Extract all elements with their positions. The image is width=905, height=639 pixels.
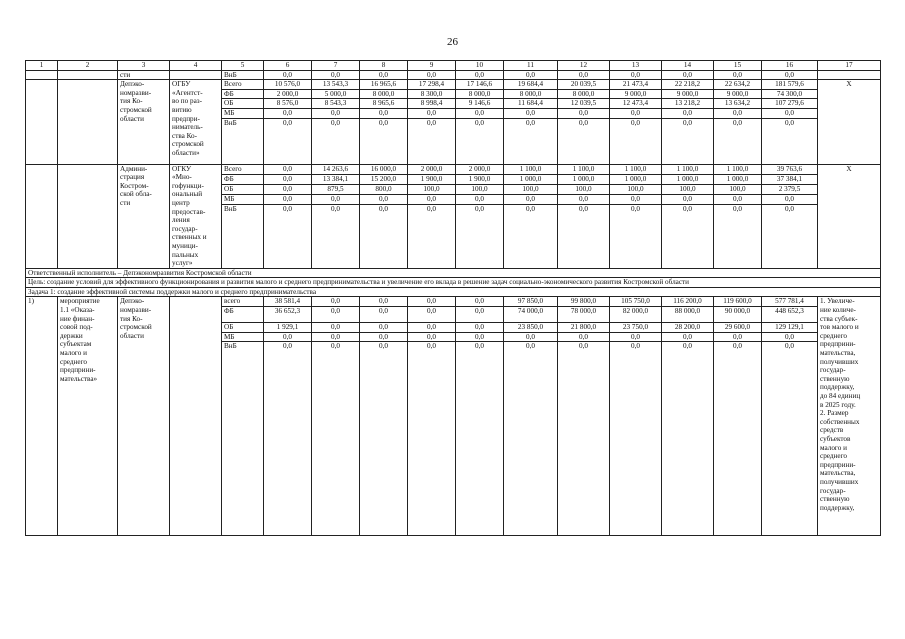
amount-cell: 448 652,3 xyxy=(762,307,818,323)
amount-cell: 0,0 xyxy=(456,332,504,342)
block-a-row xyxy=(26,80,881,90)
amount-cell: 1 100,0 xyxy=(558,164,610,174)
column-number: 15 xyxy=(714,61,762,71)
amount-cell: 2 000,0 xyxy=(408,164,456,174)
amount-cell: 0,0 xyxy=(264,108,312,118)
amount-cell: 0,0 xyxy=(662,332,714,342)
amount-cell: 8 000,0 xyxy=(558,89,610,99)
amount-cell: 28 200,0 xyxy=(662,323,714,333)
task-text: Задача 1: создание эффективной системы поддержки малого и среднего предпринимательства xyxy=(26,287,881,297)
column-number: 14 xyxy=(662,61,714,71)
cell-empty xyxy=(170,70,222,80)
amount-cell: 0,0 xyxy=(558,194,610,204)
funding-source: ВнБ xyxy=(222,342,264,536)
amount-cell: 29 600,0 xyxy=(714,323,762,333)
executor-name: Админи- страция Костром- ской обла- сти xyxy=(118,164,170,268)
column-number: 9 xyxy=(408,61,456,71)
amount-cell: 0,0 xyxy=(456,108,504,118)
amount-cell: 0,0 xyxy=(264,174,312,184)
amount-cell: 1 000,0 xyxy=(714,174,762,184)
amount-cell: 22 634,2 xyxy=(714,80,762,90)
amount-cell: 0,0 xyxy=(456,323,504,333)
cell-empty xyxy=(58,164,118,268)
funding-source: МБ xyxy=(222,194,264,204)
funding-source: ВнБ xyxy=(222,204,264,268)
amount-cell: 82 000,0 xyxy=(610,307,662,323)
amount-cell: 0,0 xyxy=(360,307,408,323)
responsible-text: Ответственный исполнитель – Депэкономразвития Костромской области xyxy=(26,268,881,278)
amount-cell: 0,0 xyxy=(504,332,558,342)
amount-cell: 0,0 xyxy=(714,332,762,342)
amount-cell: 0,0 xyxy=(662,194,714,204)
amount-cell: 88 000,0 xyxy=(662,307,714,323)
amount-cell: 100,0 xyxy=(662,184,714,194)
amount-cell: 74 300,0 xyxy=(762,89,818,99)
amount-cell: 0,0 xyxy=(558,70,610,80)
amount-cell: 100,0 xyxy=(408,184,456,194)
amount-cell: 0,0 xyxy=(762,194,818,204)
amount-cell: 19 684,4 xyxy=(504,80,558,90)
amount-cell: 0,0 xyxy=(456,70,504,80)
funding-source: ОБ xyxy=(222,99,264,109)
column-number: 13 xyxy=(610,61,662,71)
amount-cell: 0,0 xyxy=(662,204,714,268)
amount-cell: 0,0 xyxy=(762,70,818,80)
amount-cell: 100,0 xyxy=(610,184,662,194)
column-number: 3 xyxy=(118,61,170,71)
amount-cell: 0,0 xyxy=(360,70,408,80)
amount-cell: 0,0 xyxy=(662,118,714,164)
amount-cell: 97 850,0 xyxy=(504,297,558,307)
amount-cell: 8 300,0 xyxy=(408,89,456,99)
amount-cell: 0,0 xyxy=(264,164,312,174)
amount-cell: 0,0 xyxy=(504,342,558,536)
amount-cell: 0,0 xyxy=(504,118,558,164)
amount-cell: 0,0 xyxy=(714,108,762,118)
cell-empty xyxy=(818,70,881,80)
column-number: 10 xyxy=(456,61,504,71)
amount-cell: 0,0 xyxy=(558,204,610,268)
amount-cell: 74 000,0 xyxy=(504,307,558,323)
amount-cell: 0,0 xyxy=(558,332,610,342)
amount-cell: 0,0 xyxy=(714,70,762,80)
cell-empty xyxy=(58,70,118,80)
amount-cell: 0,0 xyxy=(714,342,762,536)
amount-cell: 13 384,1 xyxy=(312,174,360,184)
amount-cell: 15 200,0 xyxy=(360,174,408,184)
amount-cell: 0,0 xyxy=(762,108,818,118)
amount-cell: 13 634,2 xyxy=(714,99,762,109)
amount-cell: 0,0 xyxy=(504,108,558,118)
amount-cell: 22 218,2 xyxy=(662,80,714,90)
amount-cell: 0,0 xyxy=(610,342,662,536)
amount-cell: 0,0 xyxy=(456,204,504,268)
amount-cell: 100,0 xyxy=(504,184,558,194)
amount-cell: 0,0 xyxy=(610,194,662,204)
amount-cell: 8 000,0 xyxy=(456,89,504,99)
amount-cell: 0,0 xyxy=(360,204,408,268)
executor-continuation: сти xyxy=(118,70,170,80)
amount-cell: 0,0 xyxy=(264,184,312,194)
amount-cell: 1 000,0 xyxy=(504,174,558,184)
header-row xyxy=(26,61,881,71)
amount-cell: 105 750,0 xyxy=(610,297,662,307)
amount-cell: 0,0 xyxy=(408,297,456,307)
result-cell: Х xyxy=(818,80,881,164)
amount-cell: 0,0 xyxy=(558,108,610,118)
block-c-row xyxy=(26,297,881,307)
executor-name: Депэко- номразви- тия Ко- стромской области xyxy=(118,297,170,536)
amount-cell: 0,0 xyxy=(360,108,408,118)
amount-cell: 0,0 xyxy=(264,194,312,204)
amount-cell: 0,0 xyxy=(264,204,312,268)
amount-cell: 0,0 xyxy=(312,108,360,118)
amount-cell: 9 146,6 xyxy=(456,99,504,109)
block-b-row xyxy=(26,164,881,174)
amount-cell: 9 000,0 xyxy=(610,89,662,99)
amount-cell: 0,0 xyxy=(408,194,456,204)
column-number: 8 xyxy=(360,61,408,71)
funding-source: ОБ xyxy=(222,323,264,333)
amount-cell: 116 200,0 xyxy=(662,297,714,307)
amount-cell: 0,0 xyxy=(714,204,762,268)
amount-cell: 0,0 xyxy=(264,70,312,80)
amount-cell: 0,0 xyxy=(456,307,504,323)
funding-source: ВнБ xyxy=(222,70,264,80)
amount-cell: 38 581,4 xyxy=(264,297,312,307)
result-indicators: 1. Увеличе- ние количе- ства субъек- тов малого и среднего предприни- мательства, получивших государ- ственную поддержку, до 84 единиц в 2025 году. 2. Размер собственных средств субъектов малого и среднего предприни- мательства, получивших государ- ственную поддержку, xyxy=(818,297,881,536)
goal-row xyxy=(26,278,881,288)
amount-cell: 1 000,0 xyxy=(558,174,610,184)
amount-cell: 16 000,0 xyxy=(360,164,408,174)
amount-cell: 0,0 xyxy=(408,332,456,342)
amount-cell: 20 039,5 xyxy=(558,80,610,90)
amount-cell: 8 965,6 xyxy=(360,99,408,109)
amount-cell: 0,0 xyxy=(264,118,312,164)
funding-source: ФБ xyxy=(222,89,264,99)
result-cell: Х xyxy=(818,164,881,268)
amount-cell: 0,0 xyxy=(408,118,456,164)
amount-cell: 1 929,1 xyxy=(264,323,312,333)
budget-table xyxy=(25,60,881,536)
amount-cell: 5 000,0 xyxy=(312,89,360,99)
funding-source: Всего xyxy=(222,80,264,90)
amount-cell: 119 600,0 xyxy=(714,297,762,307)
amount-cell: 577 781,4 xyxy=(762,297,818,307)
amount-cell: 21 473,4 xyxy=(610,80,662,90)
amount-cell: 0,0 xyxy=(360,332,408,342)
amount-cell: 0,0 xyxy=(610,108,662,118)
amount-cell: 8 998,4 xyxy=(408,99,456,109)
amount-cell: 0,0 xyxy=(662,342,714,536)
amount-cell: 21 800,0 xyxy=(558,323,610,333)
amount-cell: 1 000,0 xyxy=(662,174,714,184)
cell-empty xyxy=(26,80,58,164)
amount-cell: 39 763,6 xyxy=(762,164,818,174)
amount-cell: 0,0 xyxy=(456,297,504,307)
amount-cell: 0,0 xyxy=(558,342,610,536)
amount-cell: 0,0 xyxy=(610,70,662,80)
amount-cell: 1 100,0 xyxy=(714,164,762,174)
amount-cell: 100,0 xyxy=(558,184,610,194)
amount-cell: 0,0 xyxy=(662,108,714,118)
amount-cell: 1 000,0 xyxy=(610,174,662,184)
funding-source: МБ xyxy=(222,108,264,118)
amount-cell: 0,0 xyxy=(456,194,504,204)
amount-cell: 23 850,0 xyxy=(504,323,558,333)
amount-cell: 36 652,3 xyxy=(264,307,312,323)
amount-cell: 0,0 xyxy=(360,118,408,164)
amount-cell: 107 279,6 xyxy=(762,99,818,109)
amount-cell: 0,0 xyxy=(408,204,456,268)
amount-cell: 8 576,0 xyxy=(264,99,312,109)
amount-cell: 0,0 xyxy=(312,70,360,80)
amount-cell: 17 298,4 xyxy=(408,80,456,90)
task-row xyxy=(26,287,881,297)
amount-cell: 0,0 xyxy=(456,118,504,164)
amount-cell: 0,0 xyxy=(456,342,504,536)
amount-cell: 0,0 xyxy=(504,194,558,204)
amount-cell: 0,0 xyxy=(312,204,360,268)
amount-cell: 2 000,0 xyxy=(456,164,504,174)
institution-name: ОГБУ «Агентст- во по раз- витию предпри- ниматель- ства Ко- стромской области» xyxy=(170,80,222,164)
measure-name: мероприятие 1.1 «Оказа- ние финан- совой под- держки субъектам малого и среднего предприни- мательства» xyxy=(58,297,118,536)
amount-cell: 0,0 xyxy=(360,323,408,333)
column-number: 4 xyxy=(170,61,222,71)
amount-cell: 37 384,1 xyxy=(762,174,818,184)
amount-cell: 9 000,0 xyxy=(662,89,714,99)
amount-cell: 13 543,3 xyxy=(312,80,360,90)
amount-cell: 16 965,6 xyxy=(360,80,408,90)
amount-cell: 0,0 xyxy=(360,194,408,204)
amount-cell: 0,0 xyxy=(312,297,360,307)
column-number: 12 xyxy=(558,61,610,71)
amount-cell: 23 750,0 xyxy=(610,323,662,333)
amount-cell: 0,0 xyxy=(662,70,714,80)
column-number: 6 xyxy=(264,61,312,71)
amount-cell: 0,0 xyxy=(762,342,818,536)
column-number: 11 xyxy=(504,61,558,71)
amount-cell: 879,5 xyxy=(312,184,360,194)
amount-cell: 8 000,0 xyxy=(504,89,558,99)
cell-empty xyxy=(26,164,58,268)
amount-cell: 78 000,0 xyxy=(558,307,610,323)
amount-cell: 0,0 xyxy=(312,194,360,204)
column-number: 17 xyxy=(818,61,881,71)
amount-cell: 0,0 xyxy=(762,332,818,342)
amount-cell: 99 800,0 xyxy=(558,297,610,307)
column-number: 5 xyxy=(222,61,264,71)
amount-cell: 8 000,0 xyxy=(360,89,408,99)
amount-cell: 2 000,0 xyxy=(264,89,312,99)
funding-source: Всего xyxy=(222,164,264,174)
amount-cell: 10 576,0 xyxy=(264,80,312,90)
amount-cell: 0,0 xyxy=(264,332,312,342)
amount-cell: 0,0 xyxy=(714,194,762,204)
amount-cell: 1 900,0 xyxy=(456,174,504,184)
funding-source: ВнБ xyxy=(222,118,264,164)
amount-cell: 0,0 xyxy=(360,342,408,536)
amount-cell: 181 579,6 xyxy=(762,80,818,90)
amount-cell: 0,0 xyxy=(312,118,360,164)
continuation-row xyxy=(26,70,881,80)
amount-cell: 12 039,5 xyxy=(558,99,610,109)
amount-cell: 0,0 xyxy=(312,307,360,323)
goal-text: Цель: создание условий для эффективного функционирования и развития малого и среднего предпринимательства и увеличение его вклада в решение задач социально-экономического развития Костромской области xyxy=(26,278,881,288)
executor-name: Депэко- номразви- тия Ко- стромской области xyxy=(118,80,170,164)
amount-cell: 8 543,3 xyxy=(312,99,360,109)
amount-cell: 0,0 xyxy=(264,342,312,536)
amount-cell: 0,0 xyxy=(504,70,558,80)
amount-cell: 14 263,6 xyxy=(312,164,360,174)
amount-cell: 12 473,4 xyxy=(610,99,662,109)
amount-cell: 0,0 xyxy=(558,118,610,164)
amount-cell: 9 000,0 xyxy=(714,89,762,99)
amount-cell: 0,0 xyxy=(408,70,456,80)
amount-cell: 1 900,0 xyxy=(408,174,456,184)
amount-cell: 129 129,1 xyxy=(762,323,818,333)
amount-cell: 0,0 xyxy=(408,307,456,323)
cell-empty xyxy=(170,297,222,536)
amount-cell: 2 379,5 xyxy=(762,184,818,194)
amount-cell: 17 146,6 xyxy=(456,80,504,90)
amount-cell: 0,0 xyxy=(762,204,818,268)
amount-cell: 0,0 xyxy=(408,342,456,536)
amount-cell: 0,0 xyxy=(312,323,360,333)
funding-source: ОБ xyxy=(222,184,264,194)
amount-cell: 0,0 xyxy=(408,323,456,333)
funding-source: всего xyxy=(222,297,264,307)
amount-cell: 0,0 xyxy=(610,204,662,268)
amount-cell: 11 684,4 xyxy=(504,99,558,109)
column-number: 7 xyxy=(312,61,360,71)
page-number: 26 xyxy=(447,36,458,48)
amount-cell: 1 100,0 xyxy=(610,164,662,174)
amount-cell: 0,0 xyxy=(762,118,818,164)
amount-cell: 0,0 xyxy=(408,108,456,118)
cell-empty xyxy=(58,80,118,164)
amount-cell: 0,0 xyxy=(504,204,558,268)
amount-cell: 0,0 xyxy=(312,332,360,342)
column-number: 16 xyxy=(762,61,818,71)
amount-cell: 0,0 xyxy=(714,118,762,164)
column-number: 1 xyxy=(26,61,58,71)
funding-source: ФБ xyxy=(222,307,264,323)
column-number: 2 xyxy=(58,61,118,71)
amount-cell: 0,0 xyxy=(360,297,408,307)
amount-cell: 0,0 xyxy=(610,118,662,164)
cell-empty xyxy=(26,70,58,80)
amount-cell: 1 100,0 xyxy=(662,164,714,174)
funding-source: ФБ xyxy=(222,174,264,184)
institution-name: ОГКУ «Мно- гофункци- ональный центр предостав- ления государ- ственных и муници- пальных услуг» xyxy=(170,164,222,268)
row-number: 1) xyxy=(26,297,58,536)
responsible-row xyxy=(26,268,881,278)
funding-source: МБ xyxy=(222,332,264,342)
amount-cell: 0,0 xyxy=(312,342,360,536)
amount-cell: 13 218,2 xyxy=(662,99,714,109)
amount-cell: 90 000,0 xyxy=(714,307,762,323)
amount-cell: 100,0 xyxy=(714,184,762,194)
amount-cell: 1 100,0 xyxy=(504,164,558,174)
amount-cell: 800,0 xyxy=(360,184,408,194)
amount-cell: 100,0 xyxy=(456,184,504,194)
amount-cell: 0,0 xyxy=(610,332,662,342)
